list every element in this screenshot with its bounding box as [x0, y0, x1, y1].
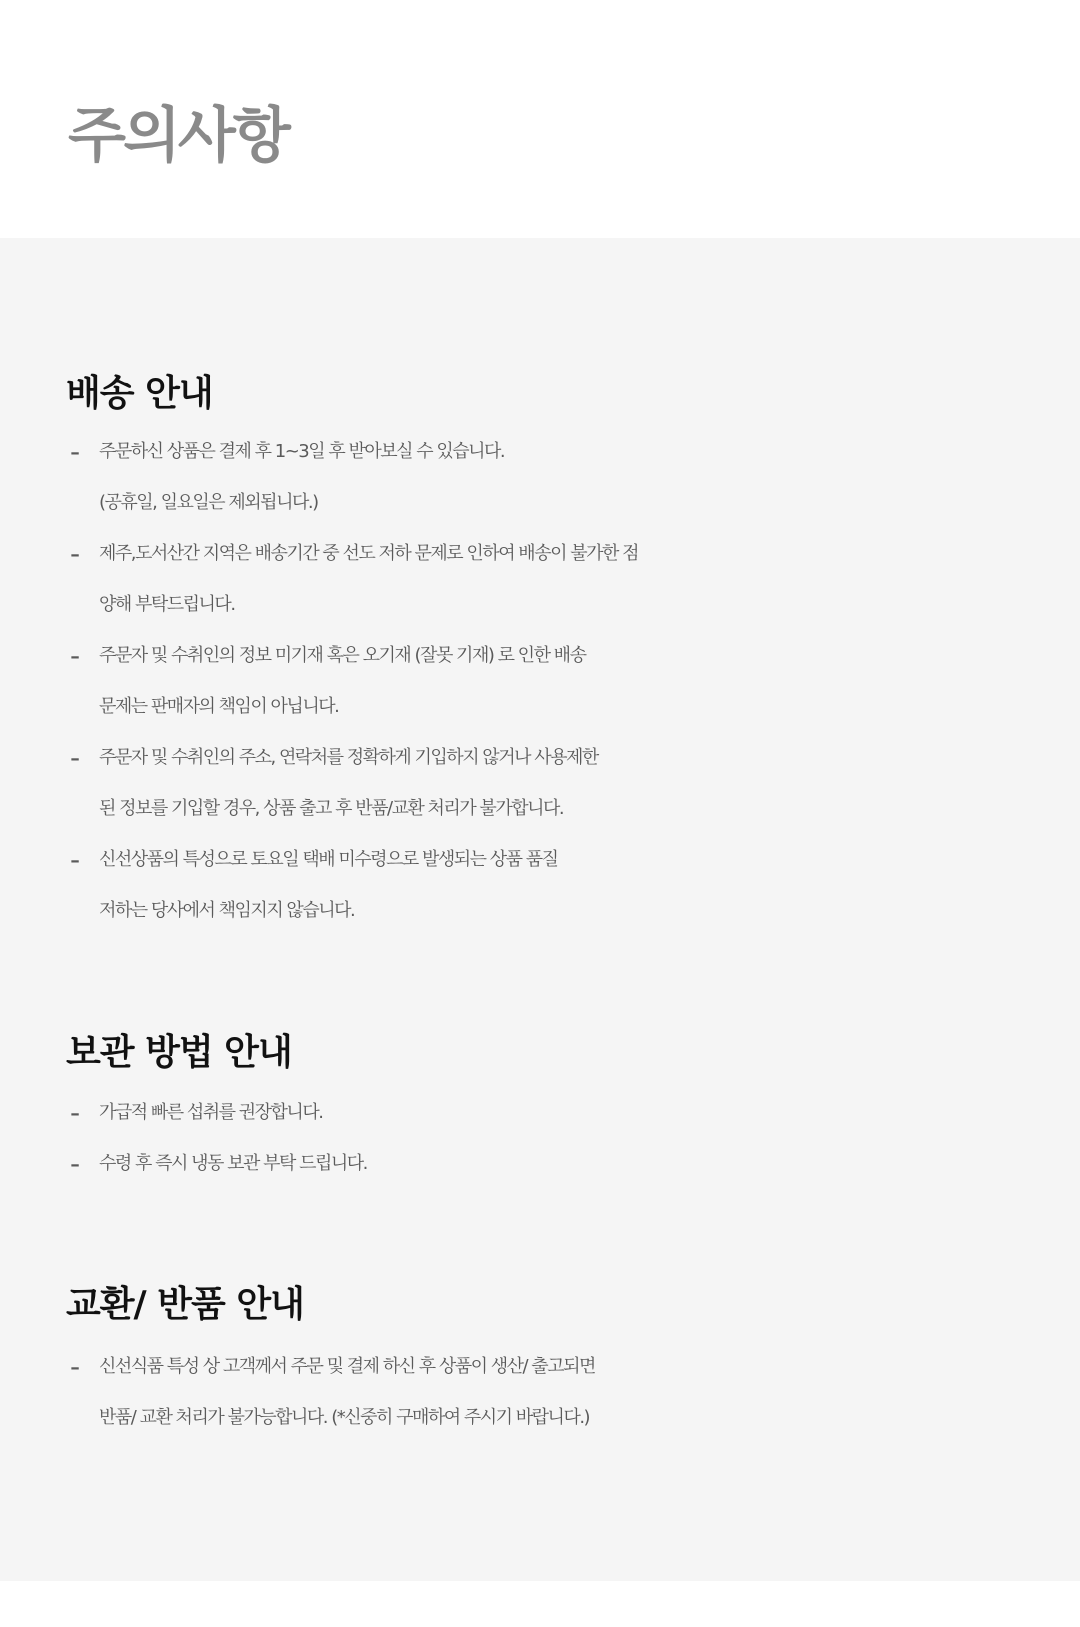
bullet-text-line: 제주,도서산간 지역은 배송기간 중 선도 저하 문제로 인하여 배송이 불가한 점	[99, 543, 638, 564]
bullet-dash: -	[70, 741, 79, 774]
bullet-dash: -	[70, 843, 79, 876]
bullet-text-line: (공휴일, 일요일은 제외됩니다.)	[99, 492, 318, 513]
bullet-list	[66, 426, 1026, 936]
bullet-item	[66, 426, 1026, 528]
bullet-item	[66, 630, 1026, 732]
section-return-info	[66, 1283, 1026, 1443]
section-storage-info	[66, 1031, 1026, 1189]
bullet-item	[66, 1341, 1026, 1443]
bullet-text-line: 양해 부탁드립니다.	[99, 594, 235, 615]
bullet-text-line: 문제는 판매자의 책임이 아닙니다.	[99, 696, 339, 717]
bullet-dash: -	[70, 537, 79, 570]
bullet-text-line: 신선상품의 특성으로 토요일 택배 미수령으로 발생되는 상품 품질	[99, 849, 558, 870]
section-delivery-info	[66, 372, 1026, 936]
bullet-text-line: 반품/ 교환 처리가 불가능합니다. (*신중히 구매하여 주시기 바랍니다.)	[99, 1407, 590, 1428]
bullet-text-line: 주문하신 상품은 결제 후 1~3일 후 받아보실 수 있습니다.	[99, 441, 505, 462]
bullet-text-line: 가급적 빠른 섭취를 권장합니다.	[99, 1102, 323, 1123]
bullet-list	[66, 1087, 1026, 1189]
section-heading: 교환/ 반품 안내	[66, 1284, 304, 1325]
bullet-item	[66, 732, 1026, 834]
bullet-text-line: 된 정보를 기입할 경우, 상품 출고 후 반품/교환 처리가 불가합니다.	[99, 798, 564, 819]
bullet-text-line: 주문자 및 수취인의 정보 미기재 혹은 오기재 (잘못 기재) 로 인한 배송	[99, 645, 586, 666]
bullet-item	[66, 1087, 1026, 1138]
bullet-dash: -	[70, 1147, 79, 1180]
section-heading: 배송 안내	[66, 373, 213, 414]
bullet-item	[66, 1138, 1026, 1189]
bullet-item	[66, 834, 1026, 936]
title-area	[0, 0, 1080, 238]
bullet-text-line: 신선식품 특성 상 고객께서 주문 및 결제 하신 후 상품이 생산/ 출고되면	[99, 1356, 595, 1377]
bullet-dash: -	[70, 1350, 79, 1383]
section-heading: 보관 방법 안내	[66, 1032, 292, 1073]
bottom-strip	[0, 1581, 1080, 1627]
bullet-list	[66, 1341, 1026, 1443]
bullet-dash: -	[70, 435, 79, 468]
bullet-text-line: 주문자 및 수취인의 주소, 연락처를 정확하게 기입하지 않거나 사용제한	[99, 747, 598, 768]
bullet-item	[66, 528, 1026, 630]
bullet-text-line: 수령 후 즉시 냉동 보관 부탁 드립니다.	[99, 1153, 367, 1174]
page-title: 주의사항	[68, 101, 288, 171]
bullet-dash: -	[70, 1096, 79, 1129]
bullet-text-line: 저하는 당사에서 책임지지 않습니다.	[99, 900, 355, 921]
bullet-dash: -	[70, 639, 79, 672]
